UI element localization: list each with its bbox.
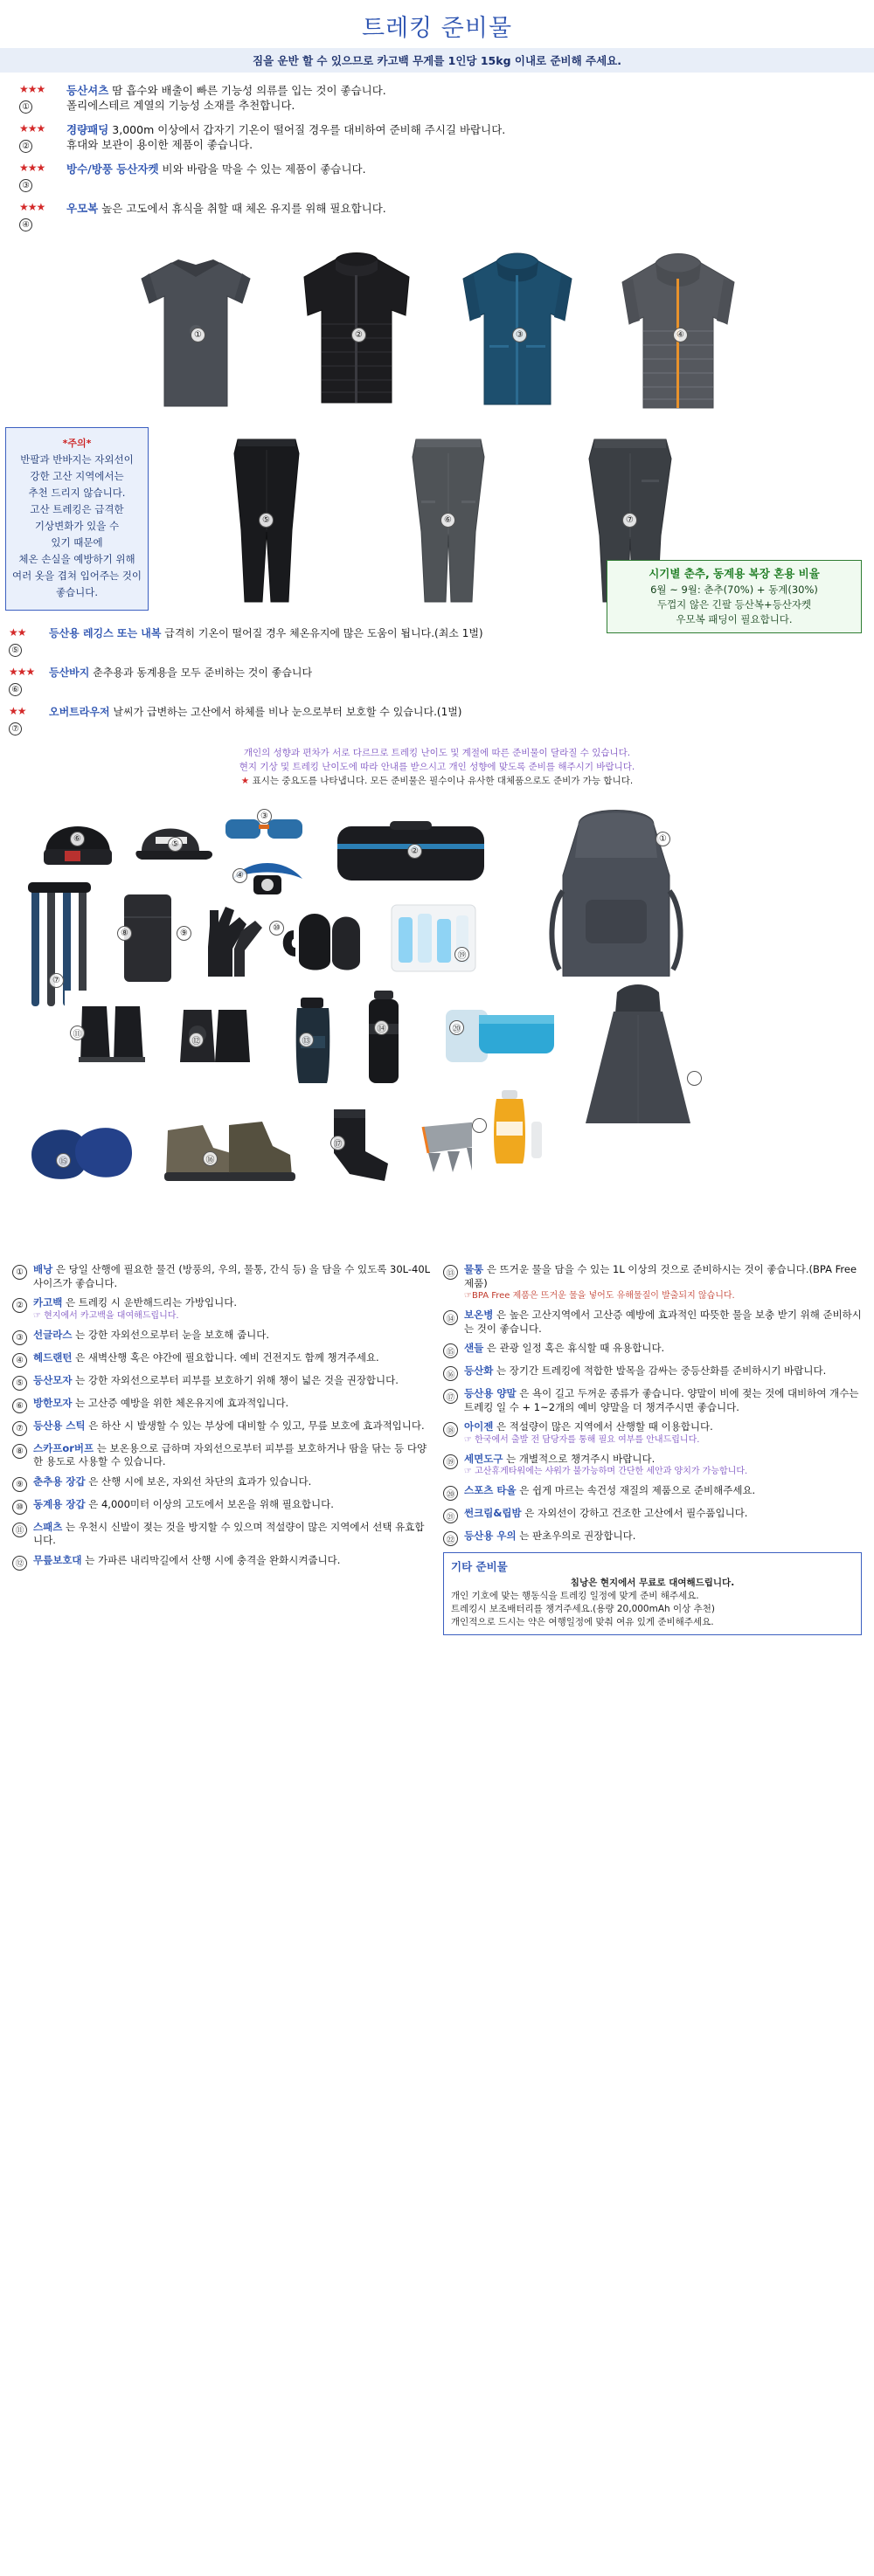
item-keyword: 배낭 [33, 1263, 53, 1275]
item-text [66, 78, 386, 113]
list-item [443, 1387, 862, 1414]
list-item [12, 1419, 431, 1436]
warning-line: 있기 때문에 [51, 536, 103, 549]
item-desc: 높은 고도에서 휴식을 취할 때 체온 유지를 위해 필요합니다. [101, 202, 386, 215]
warning-line: 강한 고산 지역에서는 [30, 470, 124, 482]
list-item [12, 1397, 431, 1413]
gear-photo-collage [0, 791, 874, 1254]
warning-line: 체온 손실을 예방하기 위해 [18, 553, 135, 565]
item-keyword: 선글라스 [33, 1328, 73, 1341]
item-number: ⑪ [12, 1523, 27, 1537]
importance-stars: ★★★ [19, 201, 45, 213]
importance-stars: ★★ [9, 705, 26, 717]
product-photo-expedition-down-parka [600, 240, 757, 418]
gear-description-columns [0, 1254, 874, 1653]
item-desc: 는 판초우의로 권장합니다. [519, 1530, 636, 1542]
item-text [33, 1419, 425, 1433]
item-number: ③ [12, 1330, 27, 1345]
photo-badge: ⑧ [117, 926, 132, 941]
item-keyword: 등산용 스틱 [33, 1419, 86, 1432]
thermos-image [350, 985, 420, 1095]
center-note-line-3 [0, 774, 874, 788]
item-number: ⑬ [443, 1265, 458, 1280]
photo-badge: ⑳ [449, 1020, 464, 1035]
item-desc: 은 적설량이 많은 지역에서 산행할 때 이용합니다. [496, 1420, 713, 1433]
item-text [66, 196, 386, 216]
item-text [33, 1397, 288, 1411]
knee-support-image [163, 994, 267, 1081]
item-number: ⑳ [443, 1486, 458, 1501]
item-keyword: 썬크림&립밤 [464, 1507, 522, 1519]
item-text [49, 621, 483, 640]
list-item [12, 1554, 431, 1571]
item-number: ⑱ [443, 1422, 458, 1437]
photo-badge: ③ [257, 809, 272, 824]
item-text [33, 1554, 340, 1568]
photo-badge: ⑭ [374, 1020, 389, 1035]
item-desc: 3,000m 이상에서 갑자기 기온이 떨어질 경우를 대비하여 준비해 주시길 바랍니다. [112, 123, 506, 136]
item-desc: 은 새벽산행 혹은 야간에 필요합니다. [75, 1350, 238, 1364]
item-number: ⑩ [12, 1500, 27, 1515]
item-desc: 는 고산증 예방을 위한 체온유지에 효과적입니다. [75, 1396, 289, 1409]
item-keyword: 우모복 [66, 202, 99, 215]
item-number: ⑲ [443, 1454, 458, 1469]
item-keyword: 등산모자 [33, 1373, 73, 1386]
item-desc: 은 관광 일정 혹은 휴식할 때 유용합니다. [486, 1342, 665, 1354]
item-text [33, 1374, 399, 1388]
item-desc: 는 우천시 신발이 젖는 것을 방지할 수 있으며 적설량이 많은 지역에서 선택 유효합니다. [33, 1520, 425, 1546]
light-gloves-image [187, 896, 283, 992]
item-number: ④ [19, 218, 32, 231]
item-keyword: 등산용 레깅스 또는 내복 [49, 627, 162, 639]
item-number: ① [12, 1265, 27, 1280]
socks-image [304, 1095, 409, 1200]
item-text [33, 1442, 431, 1469]
list-item [12, 1498, 431, 1515]
item-desc: 는 강한 자외선으로부터 눈을 보호해 줍니다. [75, 1328, 269, 1341]
winter-mittens-image [276, 894, 372, 991]
importance-stars-wrap [9, 700, 44, 736]
item-desc: 은 뜨거운 물을 담을 수 있는 1L 이상의 것으로 준비하시는 것이 좋습니다.(BPA Free 제품) [464, 1263, 857, 1289]
item-number: ㉑ [443, 1509, 458, 1523]
list-item [443, 1342, 862, 1358]
photo-badge: ⑥ [70, 832, 85, 846]
item-text [49, 660, 312, 680]
page-subtitle: 짐을 운반 할 수 있으므로 카고백 무게를 1인당 15kg 이내로 준비해 주세요. [0, 48, 874, 73]
item-desc: 은 산행 시에 보온, 자외선 차단의 효과가 있습니다. [88, 1474, 312, 1488]
photo-badge: ① [656, 832, 670, 846]
list-item [0, 660, 874, 696]
center-note-text: 표시는 중요도를 나타냅니다. 모든 준비물은 필수이나 유사한 대체품으로도 준비가 가능 합니다. [252, 776, 634, 786]
item-number: ② [12, 1298, 27, 1313]
photo-badge: ④ [232, 868, 247, 883]
right-column [443, 1263, 862, 1635]
importance-stars-wrap [19, 156, 59, 192]
star-icon: ★ [240, 776, 250, 786]
product-photo-gaiters [65, 991, 161, 1090]
etc-box-line: 개인 기호에 맞는 행동식을 트레킹 일정에 맞게 준비 해주세요. [451, 1591, 699, 1601]
list-item [12, 1374, 431, 1391]
product-photo-beanie [30, 798, 126, 881]
photo-badge: ① [191, 328, 205, 342]
warning-line: 반팔과 반바지는 자외선이 [20, 453, 134, 466]
product-photo-water-bottle [278, 991, 348, 1099]
photo-badge: ⑦ [49, 973, 64, 988]
item-keyword: 경량패딩 [66, 123, 109, 136]
item-keyword: 무릎보호대 [33, 1553, 82, 1566]
item-text [33, 1521, 431, 1548]
item-keyword: 오버트라우저 [49, 706, 110, 718]
item-number: ③ [19, 179, 32, 192]
list-item [12, 1475, 431, 1492]
warning-line: 추천 드리지 않습니다. [28, 487, 126, 499]
toiletries-image [376, 889, 489, 985]
page-title: 트레킹 준비물 [361, 15, 513, 42]
list-item [443, 1530, 862, 1546]
backpack-image [524, 795, 708, 1005]
item-desc: 는 보온용으로 급하며 자외선으로부터 피부를 보호하거나 땀을 닦는 등 다양한 용도로 사용할 수 있습니다. [33, 1441, 427, 1468]
list-item [443, 1420, 862, 1447]
photo-badge: ⑬ [299, 1032, 314, 1047]
item-text [33, 1329, 269, 1343]
importance-stars: ★★★ [19, 122, 45, 135]
item-number: ⑦ [9, 722, 22, 736]
warning-box [5, 427, 149, 611]
photo-badge: ⑨ [177, 926, 191, 941]
photo-badge: ⑥ [440, 513, 455, 528]
importance-stars-wrap [19, 196, 59, 231]
list-item [12, 1329, 431, 1345]
item-number: ⑤ [12, 1376, 27, 1391]
item-desc: 비와 바람을 막을 수 있는 제품이 좋습니다. [162, 162, 366, 176]
list-item [12, 1296, 431, 1323]
etc-preparation-box [443, 1552, 862, 1635]
item-text [33, 1351, 379, 1365]
photo-badge: ② [407, 844, 422, 859]
list-item [12, 1521, 431, 1548]
season-box-line: 우모복 패딩이 필요합니다. [676, 613, 793, 625]
item-text [66, 156, 366, 176]
item-desc: 날씨가 급변하는 고산에서 하체를 비나 눈으로부터 보호할 수 있습니다.(1벌) [113, 706, 462, 718]
item-number: ⑥ [12, 1398, 27, 1413]
list-item [443, 1309, 862, 1336]
photo-badge: ⑲ [454, 947, 469, 962]
item-keyword: 등산용 우의 [464, 1530, 517, 1542]
item-desc: 은 하산 시 발생할 수 있는 부상에 대비할 수 있고, 무릎 보호에 효과적입니다. [88, 1419, 425, 1432]
item-text [464, 1263, 862, 1302]
list-item [0, 78, 874, 114]
item-keyword: 카고백 [33, 1296, 63, 1309]
item-desc: 는 장기간 트레킹에 적합한 발목을 감싸는 중등산화를 준비하시기 바랍니다. [496, 1364, 827, 1377]
item-number: ⑥ [9, 683, 22, 696]
item-keyword: 아이젠 [464, 1420, 494, 1433]
item-keyword: 샌들 [464, 1342, 484, 1354]
sports-towel-image [428, 991, 568, 1087]
item-desc: 은 쉽게 마르는 속건성 재질의 제품으로 준비해주세요. [519, 1484, 756, 1496]
item-desc: 은 트레킹 시 운반해드리는 가방입니다. [65, 1296, 238, 1309]
item-number: ② [19, 140, 32, 153]
etc-box-line: 개인적으로 드시는 약은 여행일정에 맞춰 여유 있게 준비해주세요. [451, 1617, 714, 1627]
season-ratio-box [607, 560, 862, 633]
product-photo-winter-mittens [273, 894, 372, 994]
warning-line: 여러 옷을 겹쳐 입어주는 것이 [12, 570, 142, 582]
item-text [33, 1296, 237, 1323]
item-desc: 은 4,000미터 이상의 고도에서 보온을 위해 필요합니다. [88, 1497, 334, 1510]
photo-badge: ⑦ [622, 513, 637, 528]
item-keyword: 보온병 [464, 1309, 494, 1321]
item-keyword: 방수/방풍 등산자켓 [66, 162, 159, 176]
list-item [0, 117, 874, 153]
product-photo-sunscreen-lipbalm [472, 1076, 568, 1184]
list-item [12, 1263, 431, 1290]
item-keyword: 스포츠 타올 [464, 1484, 517, 1496]
product-photo-toiletries [376, 889, 489, 989]
list-item [443, 1364, 862, 1381]
item-desc: 춘추용과 동계용을 모두 준비하는 것이 좋습니다 [93, 666, 313, 679]
item-subdesc: 예비 건전지도 함께 챙겨주세요. [239, 1350, 379, 1364]
list-item [0, 700, 874, 736]
item-hint: ☞ 현지에서 카고백을 대여해드립니다. [33, 1310, 179, 1321]
season-box-line: 6월 ~ 9월: 춘추(70%) + 동계(30%) [650, 584, 818, 596]
left-column [12, 1263, 431, 1635]
list-item [443, 1484, 862, 1501]
warning-line: 기상변화가 있을 수 [34, 520, 120, 532]
item-number: ⑰ [443, 1389, 458, 1404]
item-keyword: 등산바지 [49, 666, 90, 679]
etc-box-title: 기타 준비물 [451, 1560, 508, 1573]
etc-box-center-line: 침낭은 현지에서 무료로 대여해드립니다. [570, 1578, 735, 1588]
photo-badge: ⑯ [203, 1151, 218, 1166]
center-note [0, 739, 874, 790]
product-photo-rain-shell-jacket [439, 240, 596, 418]
item-desc: 은 당일 산행에 필요한 물건 (방풍의, 우의, 물통, 간식 등) 을 담을 수 있도록 30L-40L 사이즈가 좋습니다. [33, 1263, 431, 1289]
item-text [464, 1309, 862, 1336]
importance-stars: ★★★ [19, 162, 45, 174]
photo-badge: ⑪ [70, 1026, 85, 1040]
item-number: ⑨ [12, 1477, 27, 1492]
item-text [49, 700, 461, 719]
product-photo-trekking-pants [365, 427, 531, 614]
item-desc: 은 욕이 길고 두꺼운 종류가 좋습니다. 양말이 비에 젖는 것에 대비하여 개수는 트레킹 일 수 + 1~2개의 예비 양말을 더 챙겨주시면 좋습니다. [464, 1387, 859, 1413]
product-photo-light-down-jacket [278, 240, 435, 418]
item-text [464, 1364, 826, 1378]
item-desc: 는 개별적으로 챙겨주시 바랍니다. [506, 1452, 656, 1465]
poncho-image [559, 977, 717, 1143]
item-number: ⑫ [12, 1556, 27, 1571]
warning-title: *주의* [62, 438, 92, 449]
product-photo-sandals [17, 1099, 149, 1207]
item-hint: ☞BPA Free 제품은 뜨거운 물을 넣어도 유해물질이 발출되지 않습니다. [464, 1291, 735, 1301]
item-number: ⑯ [443, 1366, 458, 1381]
product-photo-sunglasses [218, 804, 315, 858]
list-item [443, 1507, 862, 1523]
item-number: ⑮ [443, 1343, 458, 1358]
item-desc: 은 자외선이 강하고 건조한 고산에서 필수품입니다. [524, 1507, 748, 1519]
photo-badge: ⑤ [259, 513, 274, 528]
product-photo-sports-towel [428, 991, 568, 1090]
item-number: ⑦ [12, 1421, 27, 1436]
item-keyword: 세면도구 [464, 1452, 503, 1465]
buff-scarf-image [103, 882, 191, 996]
top-clothing-list [0, 73, 874, 237]
importance-stars-wrap [9, 660, 44, 696]
season-box-line: 두껍지 않은 긴팔 등산복+등산자켓 [656, 598, 812, 611]
list-item [12, 1442, 431, 1469]
item-keyword: 방한모자 [33, 1396, 73, 1409]
item-text [464, 1484, 755, 1498]
item-text [464, 1507, 747, 1521]
item-number: ㉒ [443, 1531, 458, 1546]
product-photo-knee-support [163, 994, 267, 1085]
item-keyword: 춘추용 장갑 [33, 1474, 86, 1488]
item-keyword: 등산용 양말 [464, 1387, 517, 1399]
product-photo-cap [122, 807, 227, 884]
item-text [464, 1387, 862, 1414]
item-hint: ☞ 한국에서 출발 전 담당자를 통해 필요 여부를 안내드립니다. [464, 1434, 700, 1445]
importance-stars-wrap [9, 621, 44, 657]
item-number: ① [19, 100, 32, 114]
etc-box-line: 트레킹시 보조배터리를 챙겨주세요.(용량 20,000mAh 이상 추천) [451, 1604, 716, 1614]
item-desc: 은 높은 고산지역에서 고산증 예방에 효과적인 따뜻한 물을 보충 받기 위해 준비하시는 것이 좋습니다. [464, 1309, 862, 1335]
item-text [464, 1530, 635, 1544]
center-note-line-1: 개인의 성향과 편차가 서로 다르므로 트레킹 난이도 및 계절에 따른 준비물이 달라질 수 있습니다. [243, 748, 631, 758]
hiking-boots-image [145, 1095, 302, 1200]
photo-badge [472, 1118, 487, 1133]
page-title-area [0, 0, 874, 48]
product-photo-buff-scarf [103, 882, 191, 999]
importance-stars: ★★★ [19, 83, 45, 95]
photo-badge: ④ [673, 328, 688, 342]
item-keyword: 등산셔츠 [66, 84, 109, 97]
warning-line: 고산 트레킹은 급격한 [30, 503, 124, 515]
item-subdesc: 휴대와 보관이 용이한 제품이 좋습니다. [66, 138, 253, 151]
item-desc: 는 가파른 내리막길에서 산행 시에 충격을 완화시켜줍니다. [85, 1553, 341, 1566]
garment-photo-row [0, 237, 874, 422]
photo-badge: ② [351, 328, 366, 342]
sandals-image [17, 1099, 149, 1204]
item-keyword: 헤드랜턴 [33, 1350, 73, 1364]
importance-stars: ★★ [9, 626, 26, 639]
item-number: ⑭ [443, 1310, 458, 1325]
item-text [33, 1498, 334, 1512]
item-number: ④ [12, 1353, 27, 1368]
item-text [66, 117, 505, 152]
product-photo-hiking-boots [145, 1095, 302, 1204]
item-number: ⑧ [12, 1444, 27, 1459]
photo-badge: ③ [512, 328, 527, 342]
product-photo-socks [304, 1095, 409, 1204]
photo-badge: ⑤ [168, 837, 183, 852]
item-hint: ☞ 고산휴게타워에는 샤워가 불가능하며 간단한 세안과 양치가 가능합니다. [464, 1467, 748, 1476]
photo-badge: ⑩ [269, 921, 284, 936]
item-keyword: 등산화 [464, 1364, 494, 1377]
product-photo-base-layer-shirt [117, 240, 274, 418]
list-item [0, 156, 874, 192]
product-photo-poncho [559, 977, 717, 1146]
product-photo-leggings [184, 427, 350, 614]
item-text [33, 1263, 431, 1290]
importance-stars: ★★★ [9, 666, 35, 678]
list-item [443, 1263, 862, 1302]
product-photo-thermos [350, 985, 420, 1099]
photo-badge [687, 1071, 702, 1086]
item-keyword: 동계용 장갑 [33, 1497, 86, 1510]
item-desc: 땀 흡수와 배출이 빠른 기능성 의류를 입는 것이 좋습니다. [112, 84, 386, 97]
list-item [443, 1453, 862, 1479]
photo-badge: ⑮ [56, 1153, 71, 1168]
warning-line: 좋습니다. [55, 586, 99, 598]
list-item [0, 196, 874, 231]
item-subdesc: 폴리에스테르 계열의 기능성 소재를 추천합니다. [66, 99, 295, 112]
item-keyword: 스카프or버프 [33, 1441, 94, 1454]
item-desc: 급격히 기온이 떨어질 경우 체온유지에 많은 도움이 됩니다.(최소 1벌) [164, 627, 483, 639]
sunscreen-lipbalm-image [472, 1076, 568, 1181]
item-desc: 는 강한 자외선으로부터 피부를 보호하기 위해 챙이 넓은 것을 권장합니다. [75, 1373, 399, 1386]
importance-stars-wrap [19, 78, 59, 114]
item-keyword: 스패츠 [33, 1520, 63, 1533]
item-text [464, 1420, 713, 1447]
list-item [12, 1351, 431, 1368]
photo-badge: ⑰ [330, 1136, 345, 1150]
item-text [464, 1453, 747, 1479]
item-text [33, 1475, 311, 1489]
item-number: ⑤ [9, 644, 22, 657]
product-photo-light-gloves [180, 896, 283, 996]
center-note-line-2: 현지 기상 및 트레킹 난이도에 따라 안내를 받으시고 개인 성향에 맞도록 준비를 해주시기 바랍니다. [239, 762, 635, 772]
photo-badge: ⑫ [189, 1032, 204, 1047]
item-keyword: 물통 [464, 1263, 484, 1275]
season-box-title: 시기별 춘추, 동계용 복장 혼용 비율 [649, 567, 820, 580]
item-text [464, 1342, 664, 1356]
importance-stars-wrap [19, 117, 59, 153]
